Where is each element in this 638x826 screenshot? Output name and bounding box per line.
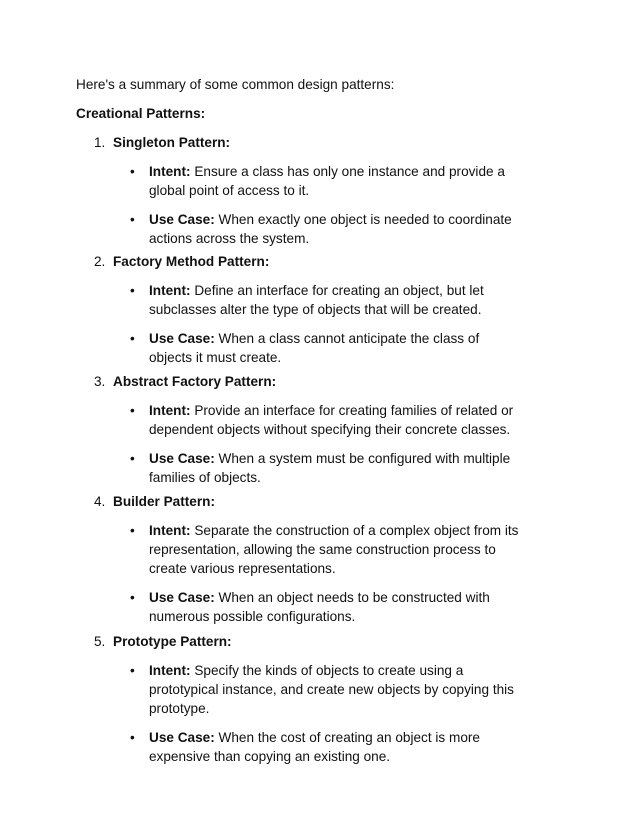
section-heading: Creational Patterns:: [76, 106, 206, 121]
pattern-number: 5.: [94, 634, 106, 649]
use-case-item: [94, 210, 519, 248]
bullet-icon: •: [130, 331, 135, 346]
intent-item: [94, 281, 519, 319]
pattern-item-prototype: [94, 632, 574, 766]
use-case-text: When an object needs to be constructed with numerous possible configurations.: [149, 590, 490, 624]
pattern-item-builder: [94, 492, 574, 626]
pattern-number: 4.: [94, 494, 106, 509]
use-case-label: Use Case:: [149, 730, 215, 745]
pattern-item-factory-method: [94, 252, 574, 367]
pattern-name: Abstract Factory Pattern:: [113, 374, 277, 389]
bullet-icon: •: [130, 590, 135, 605]
use-case-text: When the cost of creating an object is more expensive than copying an existing one.: [149, 730, 480, 764]
pattern-title: [94, 632, 574, 651]
pattern-item-abstract-factory: [94, 372, 574, 487]
use-case-label: Use Case:: [149, 451, 215, 466]
bullet-icon: •: [130, 164, 135, 179]
intent-item: [94, 661, 519, 718]
use-case-label: Use Case:: [149, 212, 215, 227]
pattern-details: [94, 281, 574, 367]
intent-label: Intent:: [149, 164, 191, 179]
bullet-icon: •: [130, 403, 135, 418]
pattern-details: [94, 521, 574, 626]
pattern-number: 2.: [94, 254, 106, 269]
bullet-icon: •: [130, 283, 135, 298]
pattern-name: Singleton Pattern:: [113, 135, 231, 150]
use-case-label: Use Case:: [149, 590, 215, 605]
intent-text: Define an interface for creating an object, but let subclasses alter the type of objects that will be created.: [149, 283, 484, 317]
intent-label: Intent:: [149, 283, 191, 298]
intent-label: Intent:: [149, 523, 191, 538]
use-case-item: [94, 588, 519, 626]
intent-text: Separate the construction of a complex object from its representation, allowing the same construction process to create various representations.: [149, 523, 519, 576]
use-case-text: When a class cannot anticipate the class of objects it must create.: [149, 331, 480, 365]
intent-item: [94, 401, 519, 439]
pattern-title: [94, 252, 574, 271]
use-case-text: When a system must be configured with multiple families of objects.: [149, 451, 511, 485]
intent-item: [94, 521, 519, 578]
intro-text: Here's a summary of some common design patterns:: [76, 77, 395, 92]
intent-text: Specify the kinds of objects to create using a prototypical instance, and create new objects by copying this prototype.: [149, 663, 514, 716]
bullet-icon: •: [130, 212, 135, 227]
pattern-details: [94, 661, 574, 766]
pattern-title: [94, 372, 574, 391]
use-case-text: When exactly one object is needed to coordinate actions across the system.: [149, 212, 512, 246]
pattern-name: Factory Method Pattern:: [113, 254, 270, 269]
pattern-name: Prototype Pattern:: [113, 634, 232, 649]
intent-text: Provide an interface for creating families of related or dependent objects without specifying their concrete classes.: [149, 403, 514, 437]
intent-label: Intent:: [149, 663, 191, 678]
intent-label: Intent:: [149, 403, 191, 418]
bullet-icon: •: [130, 523, 135, 538]
use-case-item: [94, 728, 519, 766]
pattern-number: 1.: [94, 135, 106, 150]
pattern-details: [94, 401, 574, 487]
use-case-label: Use Case:: [149, 331, 215, 346]
pattern-name: Builder Pattern:: [113, 494, 215, 509]
pattern-title: [94, 492, 574, 511]
use-case-item: [94, 449, 519, 487]
intent-item: [94, 162, 519, 200]
pattern-item-singleton: [94, 133, 574, 248]
bullet-icon: •: [130, 663, 135, 678]
use-case-item: [94, 329, 519, 367]
bullet-icon: •: [130, 451, 135, 466]
pattern-details: [94, 162, 574, 248]
bullet-icon: •: [130, 730, 135, 745]
intent-text: Ensure a class has only one instance and provide a global point of access to it.: [149, 164, 505, 198]
pattern-number: 3.: [94, 374, 106, 389]
pattern-title: [94, 133, 574, 152]
